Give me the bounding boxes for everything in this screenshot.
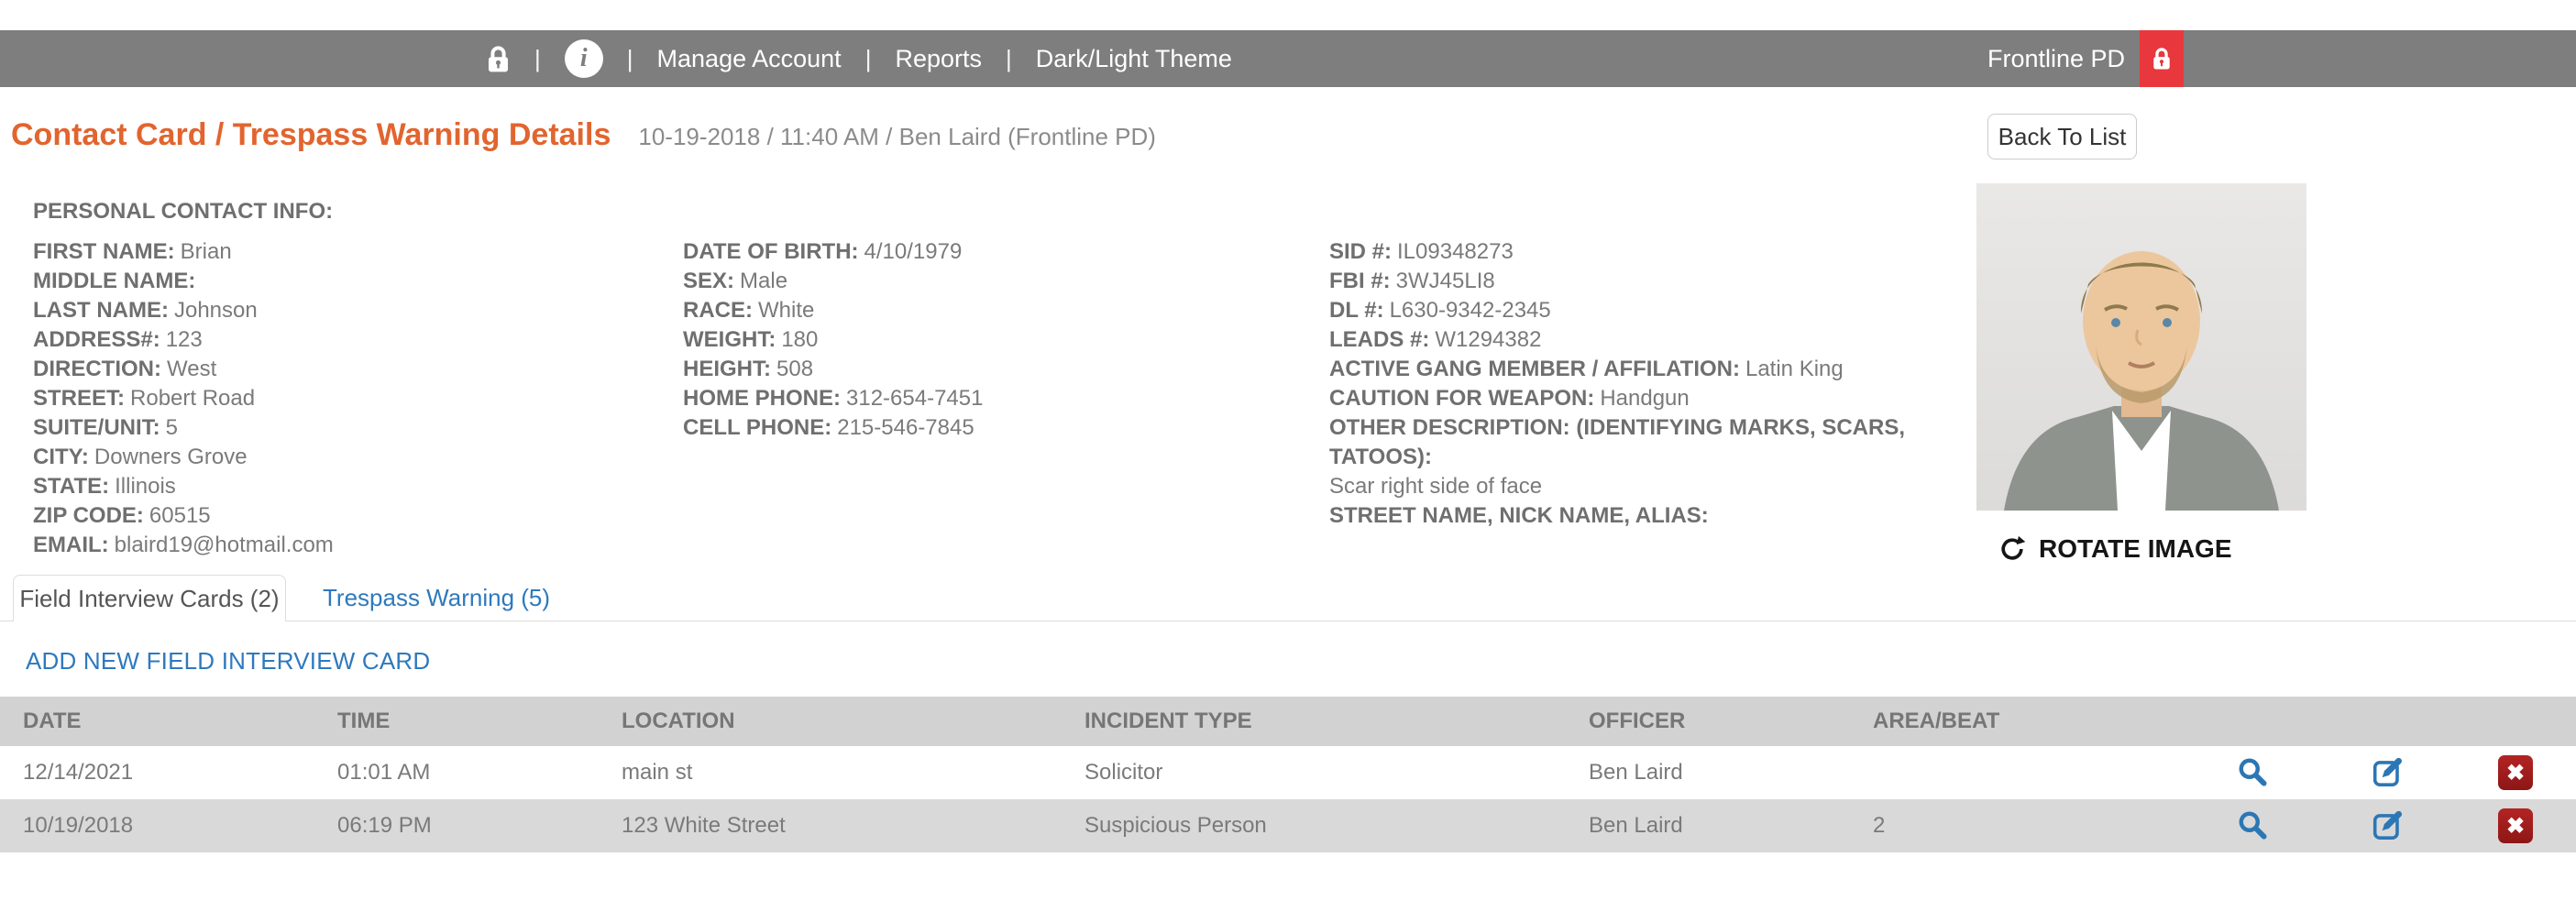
- nav-separator: |: [1006, 44, 1012, 72]
- cell-incident-type: Solicitor: [1084, 760, 1163, 785]
- field-sex: SEX: Male: [683, 269, 788, 293]
- field-zip-code: ZIP CODE: 60515: [33, 503, 211, 528]
- edit-record-icon[interactable]: [2372, 808, 2406, 843]
- field-dl-number: DL #: L630-9342-2345: [1329, 298, 1551, 323]
- field-middle-name: MIDDLE NAME:: [33, 269, 196, 293]
- view-record-icon[interactable]: [2237, 756, 2270, 789]
- column-header-location: LOCATION: [622, 697, 1084, 746]
- cell-location: 123 White Street: [622, 799, 1084, 852]
- delete-record-icon[interactable]: ✖: [2498, 755, 2533, 790]
- back-to-list-button[interactable]: Back To List: [1987, 114, 2137, 159]
- column-header-officer: OFFICER: [1589, 697, 1873, 746]
- cell-officer: Ben Laird: [1589, 760, 1683, 785]
- cell-location: main st: [622, 760, 693, 785]
- field-suite-unit: SUITE/UNIT: 5: [33, 415, 179, 440]
- column-header-actions-1: [2185, 697, 2322, 746]
- field-cell-phone: CELL PHONE: 215-546-7845: [683, 415, 974, 440]
- column-header-area-beat: AREA/BEAT: [1873, 697, 2185, 746]
- agency-label: Frontline PD: [1987, 44, 2126, 72]
- cell-time: 06:19 PM: [337, 799, 622, 852]
- field-city: CITY: Downers Grove: [33, 445, 248, 469]
- logout-lock-button[interactable]: [2140, 30, 2184, 87]
- nav-theme-toggle[interactable]: Dark/Light Theme: [1035, 44, 1232, 72]
- table-header-row: [0, 697, 2576, 746]
- nav-reports[interactable]: Reports: [895, 44, 982, 72]
- column-header-actions-2: [2322, 697, 2455, 746]
- cell-area-beat: [1873, 746, 2185, 799]
- field-state: STATE: Illinois: [33, 474, 176, 499]
- field-caution-weapon: CAUTION FOR WEAPON: Handgun: [1329, 386, 1690, 411]
- field-sid-number: SID #: IL09348273: [1329, 239, 1514, 264]
- delete-record-icon[interactable]: ✖: [2498, 808, 2533, 843]
- page-header: [11, 117, 1156, 153]
- field-interview-cards-table: [0, 697, 2576, 852]
- personal-info-heading: PERSONAL CONTACT INFO:: [33, 199, 334, 224]
- info-icon[interactable]: i: [565, 39, 603, 78]
- column-header-time: TIME: [337, 697, 622, 746]
- personal-info-column-2: [683, 237, 1270, 443]
- field-date-of-birth: DATE OF BIRTH: 4/10/1979: [683, 239, 963, 264]
- field-fbi-number: FBI #: 3WJ45LI8: [1329, 269, 1495, 293]
- field-leads-number: LEADS #: W1294382: [1329, 327, 1542, 352]
- nav-separator: |: [534, 44, 541, 72]
- edit-record-icon[interactable]: [2372, 755, 2406, 790]
- field-email: EMAIL: blaird19@hotmail.com: [33, 533, 334, 557]
- table-row: [0, 746, 2576, 799]
- personal-info-column-3: [1329, 237, 1953, 531]
- field-race: RACE: White: [683, 298, 815, 323]
- top-nav-bar: [0, 30, 2576, 87]
- add-new-field-interview-card-link[interactable]: ADD NEW FIELD INTERVIEW CARD: [26, 647, 431, 675]
- table-row: [0, 799, 2576, 852]
- field-last-name: LAST NAME: Johnson: [33, 298, 258, 323]
- lock-icon[interactable]: [486, 45, 511, 73]
- field-height: HEIGHT: 508: [683, 357, 814, 381]
- field-street: STREET: Robert Road: [33, 386, 256, 411]
- tab-field-interview-cards[interactable]: Field Interview Cards (2): [13, 575, 286, 621]
- field-other-description-value: Scar right side of face: [1329, 474, 1543, 499]
- column-header-date: DATE: [0, 697, 337, 746]
- field-address-number: ADDRESS#: 123: [33, 327, 203, 352]
- personal-info-column-1: [33, 237, 638, 560]
- column-header-incident-type: INCIDENT TYPE: [1084, 697, 1589, 746]
- suspect-photo: [1976, 183, 2306, 511]
- cell-area-beat: 2: [1873, 799, 2185, 852]
- cell-time: 01:01 AM: [337, 760, 431, 785]
- tab-trespass-warning[interactable]: Trespass Warning (5): [323, 584, 551, 611]
- rotate-image-button[interactable]: [1998, 534, 2232, 564]
- nav-manage-account[interactable]: Manage Account: [656, 44, 842, 72]
- cell-date: 10/19/2018: [0, 799, 337, 852]
- field-weight: WEIGHT: 180: [683, 327, 819, 352]
- field-direction: DIRECTION: West: [33, 357, 217, 381]
- nav-separator: |: [626, 44, 633, 72]
- cell-date: 12/14/2021: [23, 760, 134, 785]
- cell-officer: Ben Laird: [1589, 799, 1873, 852]
- view-record-icon[interactable]: [2237, 809, 2270, 842]
- rotate-image-label: ROTATE IMAGE: [2039, 534, 2232, 563]
- record-meta: 10-19-2018 / 11:40 AM / Ben Laird (Frontline PD): [638, 123, 1156, 150]
- field-home-phone: HOME PHONE: 312-654-7451: [683, 386, 984, 411]
- top-nav-right-group: [1987, 30, 2184, 87]
- cell-incident-type: Suspicious Person: [1084, 799, 1589, 852]
- field-first-name: FIRST NAME: Brian: [33, 239, 232, 264]
- rotate-icon: [1998, 535, 2026, 563]
- top-nav-left-group: [486, 30, 1232, 87]
- nav-separator: |: [864, 44, 872, 72]
- field-other-description-label: OTHER DESCRIPTION: (IDENTIFYING MARKS, SCARS, TATOOS):: [1329, 415, 1906, 469]
- column-header-actions-3: [2455, 697, 2576, 746]
- field-gang-affiliation: ACTIVE GANG MEMBER / AFFILATION: Latin King: [1329, 357, 1844, 381]
- field-alias: STREET NAME, NICK NAME, ALIAS:: [1329, 503, 1709, 528]
- page-title: Contact Card / Trespass Warning Details: [11, 117, 611, 152]
